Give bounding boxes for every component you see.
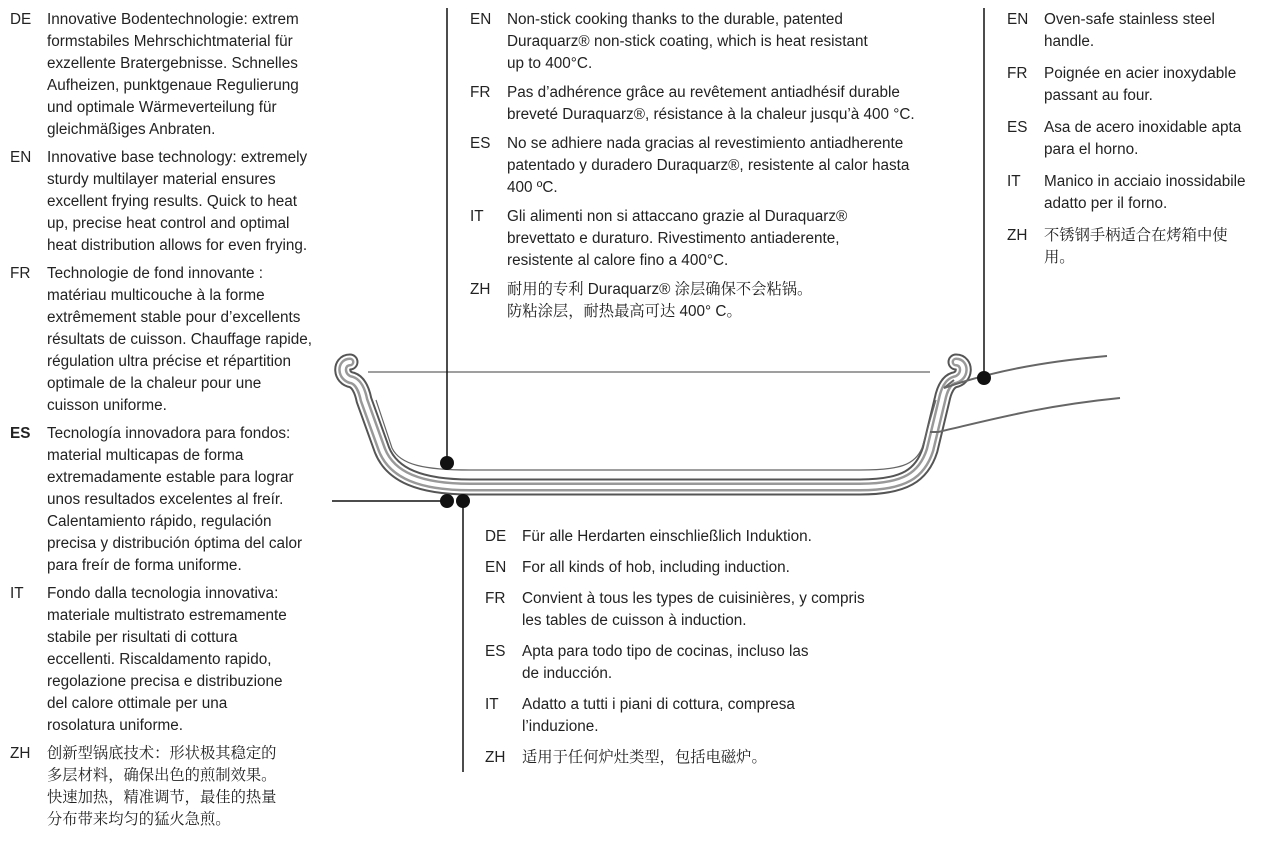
coating-es bbox=[470, 133, 950, 199]
hob-fr bbox=[485, 588, 905, 632]
base-tech-es bbox=[10, 423, 340, 577]
lang-code: IT bbox=[10, 585, 24, 602]
lang-code: EN bbox=[10, 149, 32, 166]
coating-line bbox=[376, 400, 936, 470]
hob-types-list bbox=[485, 526, 905, 778]
hob-es bbox=[485, 641, 905, 685]
coating-text: Gli alimenti non si attaccano grazie al Duraquarz® brevettato e duraturo. Rivestimento antiaderente, resistente al calore fino a 400°C. bbox=[507, 208, 848, 269]
lang-code: EN bbox=[485, 559, 507, 576]
lang-code: ES bbox=[10, 425, 31, 442]
base-marker-dot bbox=[440, 494, 454, 508]
handle-text: Manico in acciaio inossidabile adatto per il forno. bbox=[1044, 173, 1246, 212]
hob-text: Apta para todo tipo de cocinas, incluso las de inducción. bbox=[522, 643, 809, 682]
base-tech-text: Tecnología innovadora para fondos: material multicapas de forma extremadamente estable para lograr unos resultados excelentes al freír. Calentamiento rápido, regulación precisa y distribución óptima del calor para freír de forma uniforme. bbox=[47, 425, 303, 574]
coating-fr bbox=[470, 82, 950, 126]
lang-code: ES bbox=[1007, 119, 1028, 136]
handle-text: Oven-safe stainless steel handle. bbox=[1044, 11, 1215, 50]
coating-list bbox=[470, 9, 950, 330]
handle-list bbox=[1007, 9, 1268, 279]
lang-code: ZH bbox=[485, 749, 506, 766]
coating-marker-dot bbox=[440, 456, 454, 470]
handle-marker-dot bbox=[977, 371, 991, 385]
base-tech-it bbox=[10, 583, 340, 737]
handle-text: Poignée en acier inoxydable passant au four. bbox=[1044, 65, 1237, 104]
coating-text: Pas d’adhérence grâce au revêtement antiadhésif durable breveté Duraquarz®, résistance à la chaleur jusqu’à 400 °C. bbox=[507, 84, 915, 123]
coating-en bbox=[470, 9, 950, 75]
lang-code: FR bbox=[1007, 65, 1028, 82]
base-tech-zh bbox=[10, 743, 340, 831]
coating-text: Non-stick cooking thanks to the durable, patented Duraquarz® non-stick coating, which is heat resistant up to 400°C. bbox=[507, 11, 868, 72]
base-tech-en bbox=[10, 147, 340, 257]
base-technology-list bbox=[10, 9, 340, 837]
base-tech-text: Innovative Bodentechnologie: extrem formstabiles Mehrschichtmaterial für exzellente Bratergebnisse. Schnelles Aufheizen, punktgenaue Regulierung und optimale Wärmeverteilung für gleichmäßiges Anbraten. bbox=[47, 11, 299, 138]
coating-it bbox=[470, 206, 950, 272]
hob-text: Adatto a tutti i piani di cottura, compresa l’induzione. bbox=[522, 696, 795, 735]
hob-text: 适用于任何炉灶类型，包括电磁炉。 bbox=[522, 749, 767, 766]
coating-text: 耐用的专利 Duraquarz® 涂层确保不会粘锅。 防粘涂层，耐热最高可达 400° C。 bbox=[507, 281, 813, 320]
coating-text: No se adhiere nada gracias al revestimiento antiadherente patentado y duradero Duraquarz®, resistente al calor hasta 400 ºC. bbox=[507, 135, 910, 196]
lang-code: FR bbox=[485, 590, 506, 607]
pan-cross-section bbox=[343, 362, 964, 487]
lang-code: ZH bbox=[470, 281, 491, 298]
lang-code: ES bbox=[470, 135, 491, 152]
hob-zh bbox=[485, 747, 905, 769]
lang-code: DE bbox=[10, 11, 32, 28]
handle-zh bbox=[1007, 225, 1268, 269]
handle-it bbox=[1007, 171, 1268, 215]
lang-code: IT bbox=[1007, 173, 1021, 190]
base-tech-text: 创新型锅底技术：形状极其稳定的 多层材料，确保出色的煎制效果。 快速加热，精准调节，最佳的热量 分布带来均匀的猛火急煎。 bbox=[47, 745, 277, 828]
lang-code: ZH bbox=[10, 745, 31, 762]
handle-text: 不锈钢手柄适合在烤箱中使 用。 bbox=[1044, 227, 1228, 266]
hob-marker-dot bbox=[456, 494, 470, 508]
hob-text: Für alle Herdarten einschließlich Induktion. bbox=[522, 528, 812, 545]
base-tech-text: Innovative base technology: extremely sturdy multilayer material ensures excellent frying results. Quick to heat up, precise heat control and optimal heat distribution allows for even frying. bbox=[47, 149, 308, 254]
lang-code: ZH bbox=[1007, 227, 1028, 244]
coating-zh bbox=[470, 279, 950, 323]
lang-code: IT bbox=[470, 208, 484, 225]
lang-code: EN bbox=[470, 11, 492, 28]
hob-en bbox=[485, 557, 905, 579]
handle-text: Asa de acero inoxidable apta para el horno. bbox=[1044, 119, 1242, 158]
hob-text: For all kinds of hob, including induction. bbox=[522, 559, 790, 576]
lang-code: FR bbox=[470, 84, 491, 101]
hob-text: Convient à tous les types de cuisinières, y compris les tables de cuisson à induction. bbox=[522, 590, 865, 629]
base-tech-text: Fondo dalla tecnologia innovativa: materiale multistrato estremamente stabile per risultati di cottura eccellenti. Riscaldamento rapido, regolazione precisa e distribuzione del calore ottimale per una rosolatura uniforme. bbox=[47, 585, 287, 734]
lang-code: DE bbox=[485, 528, 507, 545]
lang-code: FR bbox=[10, 265, 31, 282]
handle-fr bbox=[1007, 63, 1268, 107]
base-tech-de bbox=[10, 9, 340, 141]
handle-es bbox=[1007, 117, 1268, 161]
hob-it bbox=[485, 694, 905, 738]
base-tech-text: Technologie de fond innovante : matériau multicouche à la forme extrêmement stable pour d’excellents résultats de cuisson. Chauffage rapide, régulation ultra précise et répartition optimale de la chaleur pour une cuisson uniforme. bbox=[47, 265, 313, 414]
base-tech-fr bbox=[10, 263, 340, 417]
hob-de bbox=[485, 526, 905, 548]
lang-code: ES bbox=[485, 643, 506, 660]
lang-code: EN bbox=[1007, 11, 1029, 28]
lang-code: IT bbox=[485, 696, 499, 713]
handle-en bbox=[1007, 9, 1268, 53]
